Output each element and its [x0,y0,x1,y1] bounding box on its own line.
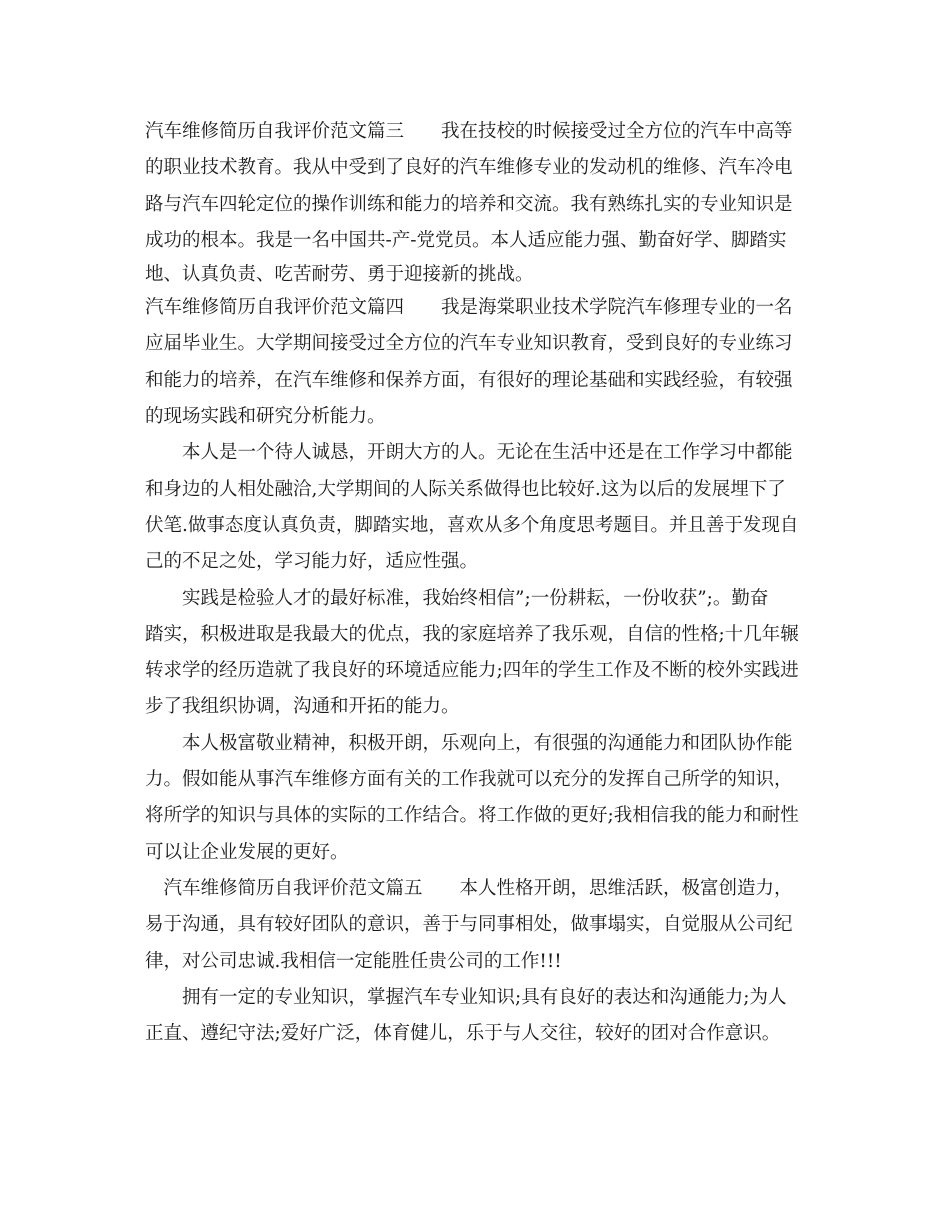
text-line: 律，对公司忠诚.我相信一定能胜任贵公司的工作!!! [145,950,562,972]
text-line: 步了我组织协调，沟通和开拓的能力。 [145,696,460,718]
text-line: 本人是一个待人诚恳，开朗大方的人。无论在生活中还是在工作学习中都能 [145,442,793,464]
text-line: 成功的根本。我是一名中国共-产-党党员。本人适应能力强、勤奋好学、脚踏实 [145,229,787,251]
text-line: 己的不足之处，学习能力好，适应性强。 [145,551,479,573]
text-line: 转求学的经历造就了我良好的环境适应能力;四年的学生工作及不断的校外实践进 [145,660,799,682]
text-line: 汽车维修简历自我评价范文篇三 我在技校的时候接受过全方位的汽车中高等 [145,121,793,142]
text-line: 地、认真负责、吃苦耐劳、勇于迎接新的挑战。 [145,264,534,286]
text-line: 力。假如能从事汽车维修方面有关的工作我就可以充分的发挥自己所学的知识， [145,769,793,791]
text-line: 的职业技术教育。我从中受到了良好的汽车维修专业的发动机的维修、汽车冷电 [145,157,793,179]
text-line: 本人极富敬业精神，积极开朗，乐观向上，有很强的沟通能力和团队协作能 [145,732,793,754]
document-body [145,114,815,1052]
text-line: 和能力的培养，在汽车维修和保养方面，有很好的理论基础和实践经验，有较强 [145,369,793,391]
text-line: 将所学的知识与具体的实际的工作结合。将工作做的更好;我相信我的能力和耐性 [145,805,799,827]
text-line: 踏实，积极进取是我最大的优点，我的家庭培养了我乐观，自信的性格;十几年辗 [145,623,799,645]
text-line: 路与汽车四轮定位的操作训练和能力的培养和交流。我有熟练扎实的专业知识是 [145,193,793,215]
text-line: 应届毕业生。大学期间接受过全方位的汽车专业知识教育，受到良好的专业练习 [145,333,793,355]
text-line: 伏笔.做事态度认真负责，脚踏实地，喜欢从多个角度思考题目。并且善于发现自 [145,514,799,536]
text-line: 汽车维修简历自我评价范文篇五 本人性格开朗，思维活跃，极富创造力， [145,877,793,899]
text-line: 实践是检验人才的最好标准，我始终相信”;一份耕耘，一份收获”;。勤奋 [145,587,769,609]
text-line: 和身边的人相处融洽,大学期间的人际关系做得也比较好.这为以后的发展埋下了 [145,478,786,500]
text-line: 拥有一定的专业知识，掌握汽车专业知识;具有良好的表达和沟通能力;为人 [145,986,787,1008]
text-line: 的现场实践和研究分析能力。 [145,406,386,428]
text-line: 可以让企业发展的更好。 [145,841,349,863]
text-line: 正直、遵纪守法;爱好广泛，体育健儿，乐于与人交往，较好的团对合作意识。 [145,1023,781,1045]
text-line: 易于沟通，具有较好团队的意识，善于与同事相处，做事塌实，自觉服从公司纪 [145,914,793,936]
text-line: 汽车维修简历自我评价范文篇四 我是海棠职业技术学院汽车修理专业的一名 [145,297,793,319]
